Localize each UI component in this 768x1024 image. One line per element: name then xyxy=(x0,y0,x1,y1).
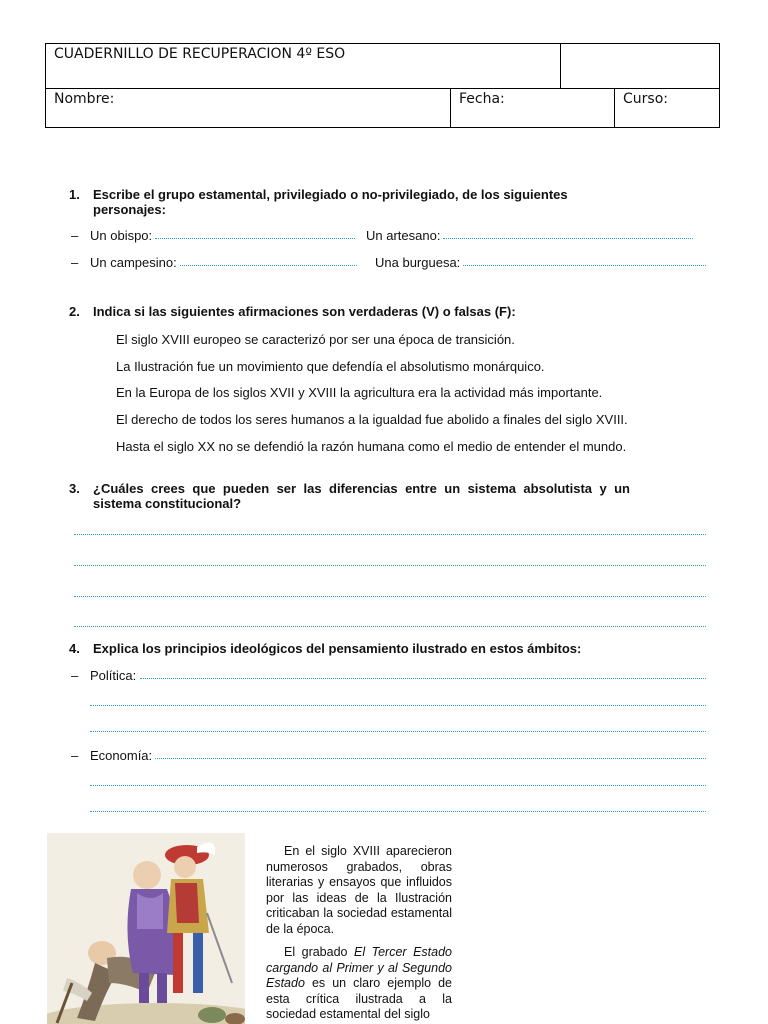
q4-number: 4. xyxy=(69,641,80,656)
header-blank-cell xyxy=(560,44,720,88)
bullet: – xyxy=(71,228,79,243)
q1-answer-line-burguesa[interactable] xyxy=(463,265,706,266)
q2-text: Indica si las siguientes afirmaciones son verdaderas (V) o falsas (F): xyxy=(93,304,516,319)
q2-statement: En la Europa de los siglos XVII y XVIII la agricultura era la actividad más importante. xyxy=(116,385,603,400)
q1-label-artesano: Un artesano: xyxy=(366,228,441,243)
q2-statement: El derecho de todos los seres humanos a la igualdad fue abolido a finales del siglo XVIII. xyxy=(116,412,628,427)
q4-answer-line-politica[interactable] xyxy=(90,731,706,732)
q1-answer-line-campesino[interactable] xyxy=(180,265,357,266)
q4-label-economia: Economía: xyxy=(90,748,153,763)
q4-answer-line-politica[interactable] xyxy=(140,678,706,679)
reading-paragraph-2 xyxy=(266,945,452,1023)
q2-statement: La Ilustración fue un movimiento que defendía el absolutismo monárquico. xyxy=(116,359,545,374)
q4-answer-line-economia[interactable] xyxy=(90,785,706,786)
q1-answer-line-obispo[interactable] xyxy=(155,238,355,239)
q1-number: 1. xyxy=(69,187,80,202)
q1-label-campesino: Un campesino: xyxy=(90,255,177,270)
q3-answer-line[interactable] xyxy=(74,596,706,597)
q3-answer-line[interactable] xyxy=(74,534,706,535)
engraving-image xyxy=(47,833,245,1024)
reading-p2-end: es un claro ejemplo de esta crítica ilustrada a la sociedad estamental del siglo xyxy=(266,976,452,1021)
curso-field[interactable]: Curso: xyxy=(614,88,720,128)
q1-label-burguesa: Una burguesa: xyxy=(375,255,461,270)
q2-statement: El siglo XVIII europeo se caracterizó por ser una época de transición. xyxy=(116,332,515,347)
bullet: – xyxy=(71,748,79,763)
q4-text: Explica los principios ideológicos del pensamiento ilustrado en estos ámbitos: xyxy=(93,641,582,656)
q3-answer-line[interactable] xyxy=(74,626,706,627)
fecha-field[interactable]: Fecha: xyxy=(450,88,614,128)
engraving-illustration xyxy=(47,833,245,1024)
engraving-title: El Tercer Estado cargando al Primer y al Segundo Estado xyxy=(266,945,452,990)
q3-number: 3. xyxy=(69,481,80,496)
q1-answer-line-artesano[interactable] xyxy=(443,238,693,239)
header-table xyxy=(45,43,720,128)
q4-answer-line-politica[interactable] xyxy=(90,705,706,706)
q4-label-politica: Política: xyxy=(90,668,137,683)
q4-answer-line-economia[interactable] xyxy=(155,758,706,759)
q4-answer-line-economia[interactable] xyxy=(90,811,706,812)
q1-label-obispo: Un obispo: xyxy=(90,228,153,243)
q3-text: ¿Cuáles crees que pueden ser las diferencias entre un sistema absolutista y un sistema constitucional? xyxy=(93,481,630,511)
reading-paragraph-1 xyxy=(266,844,452,937)
reading-paragraph-1-text: En el siglo XVIII aparecieron numerosos grabados, obras literarias y ensayos que influidos por las ideas de la Ilustración criticaban la sociedad estamental de la época. xyxy=(266,844,452,936)
q2-number: 2. xyxy=(69,304,80,319)
q2-statement: Hasta el siglo XX no se defendió la razón humana como el medio de entender el mundo. xyxy=(116,439,627,454)
q1-text: Escribe el grupo estamental, privilegiado o no-privilegiado, de los siguientes personajes: xyxy=(93,187,568,217)
reading-p2-start: El grabado xyxy=(284,945,354,959)
q3-answer-line[interactable] xyxy=(74,565,706,566)
bullet: – xyxy=(71,255,79,270)
worksheet-title: CUADERNILLO DE RECUPERACION 4º ESO xyxy=(54,46,346,62)
nombre-field[interactable]: Nombre: xyxy=(46,88,450,128)
bullet: – xyxy=(71,668,79,683)
